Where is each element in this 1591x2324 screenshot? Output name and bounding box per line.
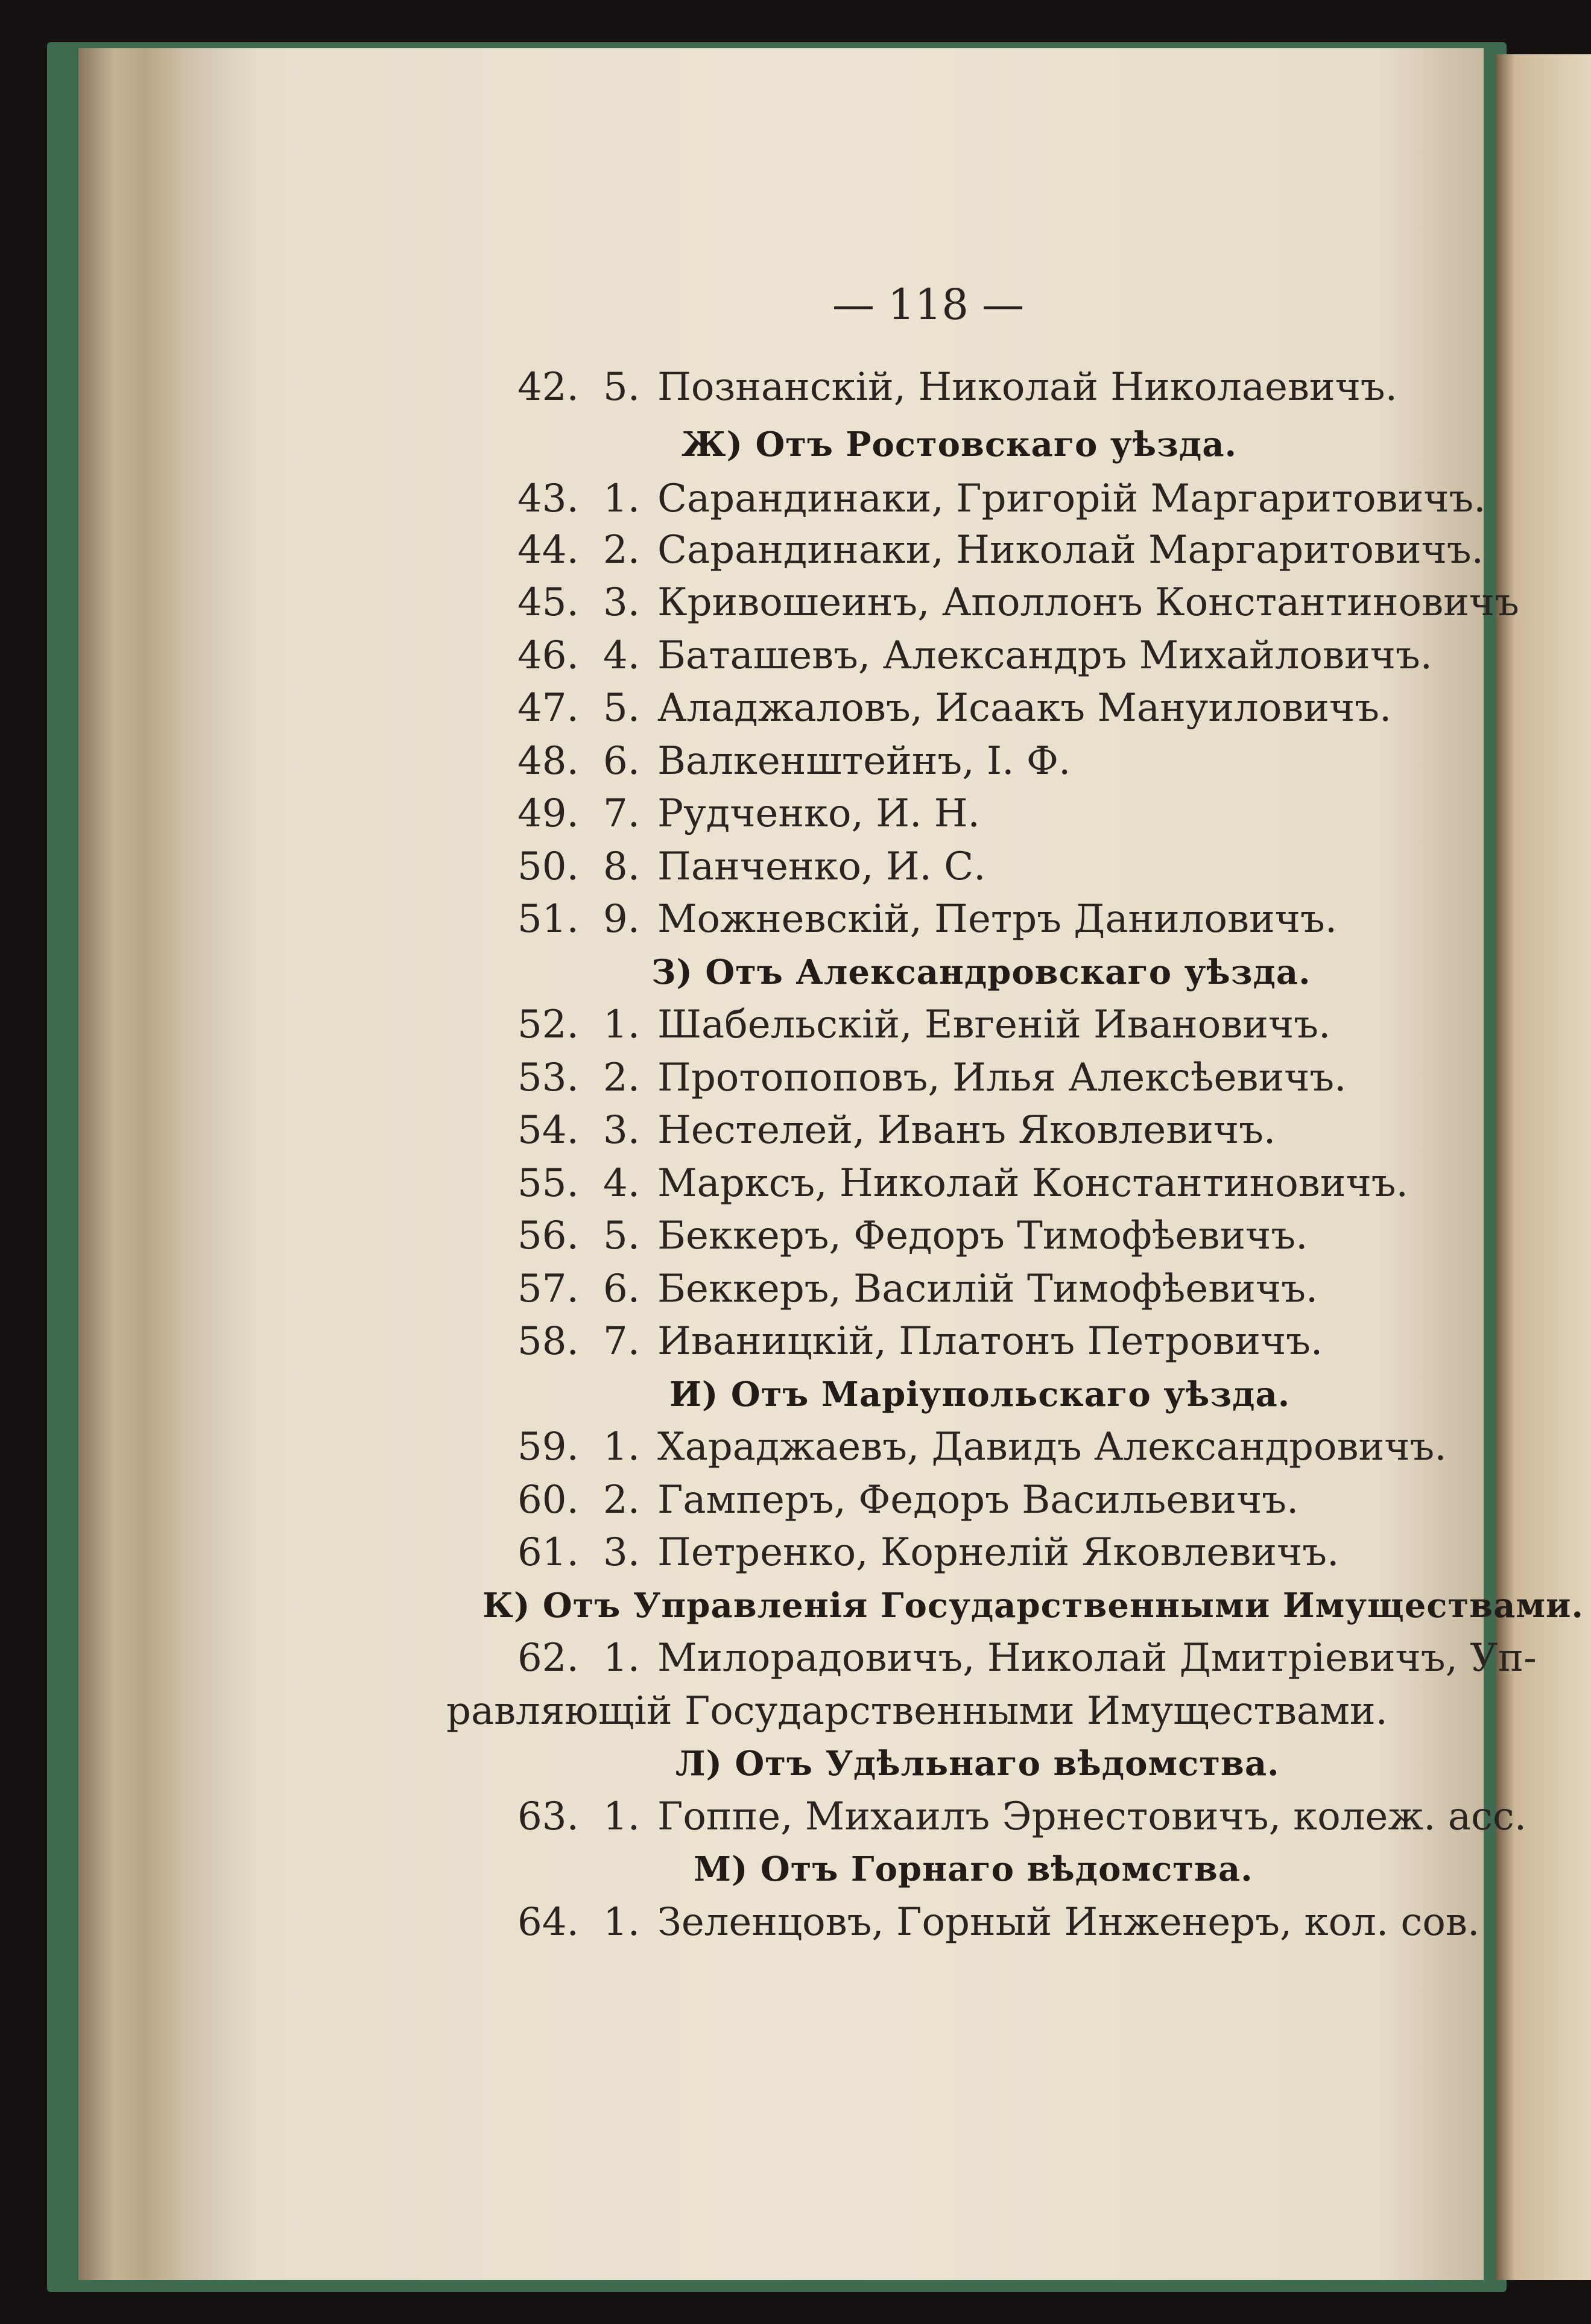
entry-sub-number: 1. bbox=[603, 1425, 641, 1469]
entry-sub-number: 4. bbox=[603, 1161, 641, 1206]
entry-number: 48. bbox=[517, 739, 579, 784]
entry-sub-number: 3. bbox=[603, 1530, 641, 1575]
entry-sub-number: 6. bbox=[603, 739, 641, 784]
section-heading: Л) Отъ Удѣльнаго вѣдомства. bbox=[675, 1744, 1280, 1784]
entry-number: 45. bbox=[517, 580, 579, 625]
entry-sub-number: 5. bbox=[603, 1214, 641, 1258]
entry-name: Можневскій, Петръ Даниловичъ. bbox=[657, 897, 1338, 942]
entry-number: 57. bbox=[517, 1267, 579, 1311]
entry-number: 47. bbox=[517, 686, 579, 730]
entry-number: 64. bbox=[517, 1900, 579, 1945]
entry-number: 62. bbox=[517, 1636, 579, 1680]
entry-number: 46. bbox=[517, 633, 579, 678]
entry-sub-number: 3. bbox=[603, 1108, 641, 1153]
entry-number: 54. bbox=[517, 1108, 579, 1153]
entry-name: Гамперъ, Федоръ Васильевичъ. bbox=[657, 1478, 1299, 1522]
entry-sub-number: 8. bbox=[603, 844, 641, 889]
entry-sub-number: 2. bbox=[603, 1478, 641, 1522]
continuation-line: равляющій Государственными Имуществами. bbox=[446, 1689, 1388, 1734]
section-heading: И) Отъ Маріупольскаго уѣзда. bbox=[669, 1375, 1291, 1414]
entry-name: Сарандинаки, Николай Маргаритовичъ. bbox=[657, 528, 1484, 572]
entry-number: 55. bbox=[517, 1161, 579, 1206]
entry-name: Петренко, Корнелій Яковлевичъ. bbox=[657, 1530, 1340, 1575]
entry-number: 61. bbox=[517, 1530, 579, 1575]
entry-number: 60. bbox=[517, 1478, 579, 1522]
entry-number: 59. bbox=[517, 1425, 579, 1469]
entry-name: Марксъ, Николай Константиновичъ. bbox=[657, 1161, 1408, 1206]
entry-number: 50. bbox=[517, 844, 579, 889]
entry-sub-number: 1. bbox=[603, 1900, 641, 1945]
entry-sub-number: 4. bbox=[603, 633, 641, 678]
entry-sub-number: 2. bbox=[603, 1056, 641, 1100]
entry-name: Шабельскій, Евгеній Ивановичъ. bbox=[657, 1002, 1331, 1047]
section-heading: К) Отъ Управленія Государственными Имуществами. bbox=[482, 1586, 1584, 1626]
facing-page-edge bbox=[1496, 54, 1591, 2280]
entry-sub-number: 7. bbox=[603, 791, 641, 836]
entry-sub-number: 1. bbox=[603, 1636, 641, 1680]
entry-sub-number: 5. bbox=[603, 365, 641, 410]
entry-sub-number: 3. bbox=[603, 580, 641, 625]
entry-sub-number: 5. bbox=[603, 686, 641, 730]
entry-name: Аладжаловъ, Исаакъ Мануиловичъ. bbox=[657, 686, 1392, 730]
entry-number: 53. bbox=[517, 1056, 579, 1100]
entry-name: Иваницкій, Платонъ Петровичъ. bbox=[657, 1319, 1323, 1364]
entry-number: 49. bbox=[517, 791, 579, 836]
entry-name: Хараджаевъ, Давидъ Александровичъ. bbox=[657, 1425, 1447, 1469]
entry-name: Валкенштейнъ, І. Ф. bbox=[657, 739, 1071, 784]
entry-sub-number: 7. bbox=[603, 1319, 641, 1364]
entry-number: 44. bbox=[517, 528, 579, 572]
entry-sub-number: 1. bbox=[603, 477, 641, 521]
entry-number: 51. bbox=[517, 897, 579, 942]
entry-name: Милорадовичъ, Николай Дмитріевичъ, Уп- bbox=[657, 1636, 1537, 1680]
entry-name: Зеленцовъ, Горный Инженеръ, кол. сов. bbox=[657, 1900, 1480, 1945]
entry-number: 43. bbox=[517, 477, 579, 521]
section-heading: М) Отъ Горнаго вѣдомства. bbox=[694, 1849, 1253, 1889]
page-number: — 118 — bbox=[832, 280, 1025, 329]
entry-name: Сарандинаки, Григорій Маргаритовичъ. bbox=[657, 477, 1486, 521]
entry-number: 63. bbox=[517, 1794, 579, 1839]
entry-number: 42. bbox=[517, 365, 579, 410]
section-heading: Ж) Отъ Ростовскаго уѣзда. bbox=[682, 425, 1237, 464]
entry-name: Нестелей, Иванъ Яковлевичъ. bbox=[657, 1108, 1276, 1153]
entry-name: Гоппе, Михаилъ Эрнестовичъ, колеж. асс. bbox=[657, 1794, 1527, 1839]
entry-name: Рудченко, И. Н. bbox=[657, 791, 980, 836]
entry-name: Познанскій, Николай Николаевичъ. bbox=[657, 365, 1397, 410]
section-heading: З) Отъ Александровскаго уѣзда. bbox=[651, 952, 1311, 992]
entry-sub-number: 1. bbox=[603, 1002, 641, 1047]
entry-sub-number: 9. bbox=[603, 897, 641, 942]
entry-name: Протопоповъ, Илья Алексѣевичъ. bbox=[657, 1056, 1347, 1100]
entry-name: Кривошеинъ, Аполлонъ Константиновичъ bbox=[657, 580, 1519, 625]
entry-sub-number: 1. bbox=[603, 1794, 641, 1839]
entry-number: 52. bbox=[517, 1002, 579, 1047]
entry-number: 58. bbox=[517, 1319, 579, 1364]
entry-sub-number: 2. bbox=[603, 528, 641, 572]
entry-number: 56. bbox=[517, 1214, 579, 1258]
entry-name: Баташевъ, Александръ Михайловичъ. bbox=[657, 633, 1432, 678]
entry-name: Беккеръ, Василій Тимофѣевичъ. bbox=[657, 1267, 1318, 1311]
entry-name: Панченко, И. С. bbox=[657, 844, 986, 889]
entry-name: Беккеръ, Федоръ Тимофѣевичъ. bbox=[657, 1214, 1308, 1258]
entry-sub-number: 6. bbox=[603, 1267, 641, 1311]
